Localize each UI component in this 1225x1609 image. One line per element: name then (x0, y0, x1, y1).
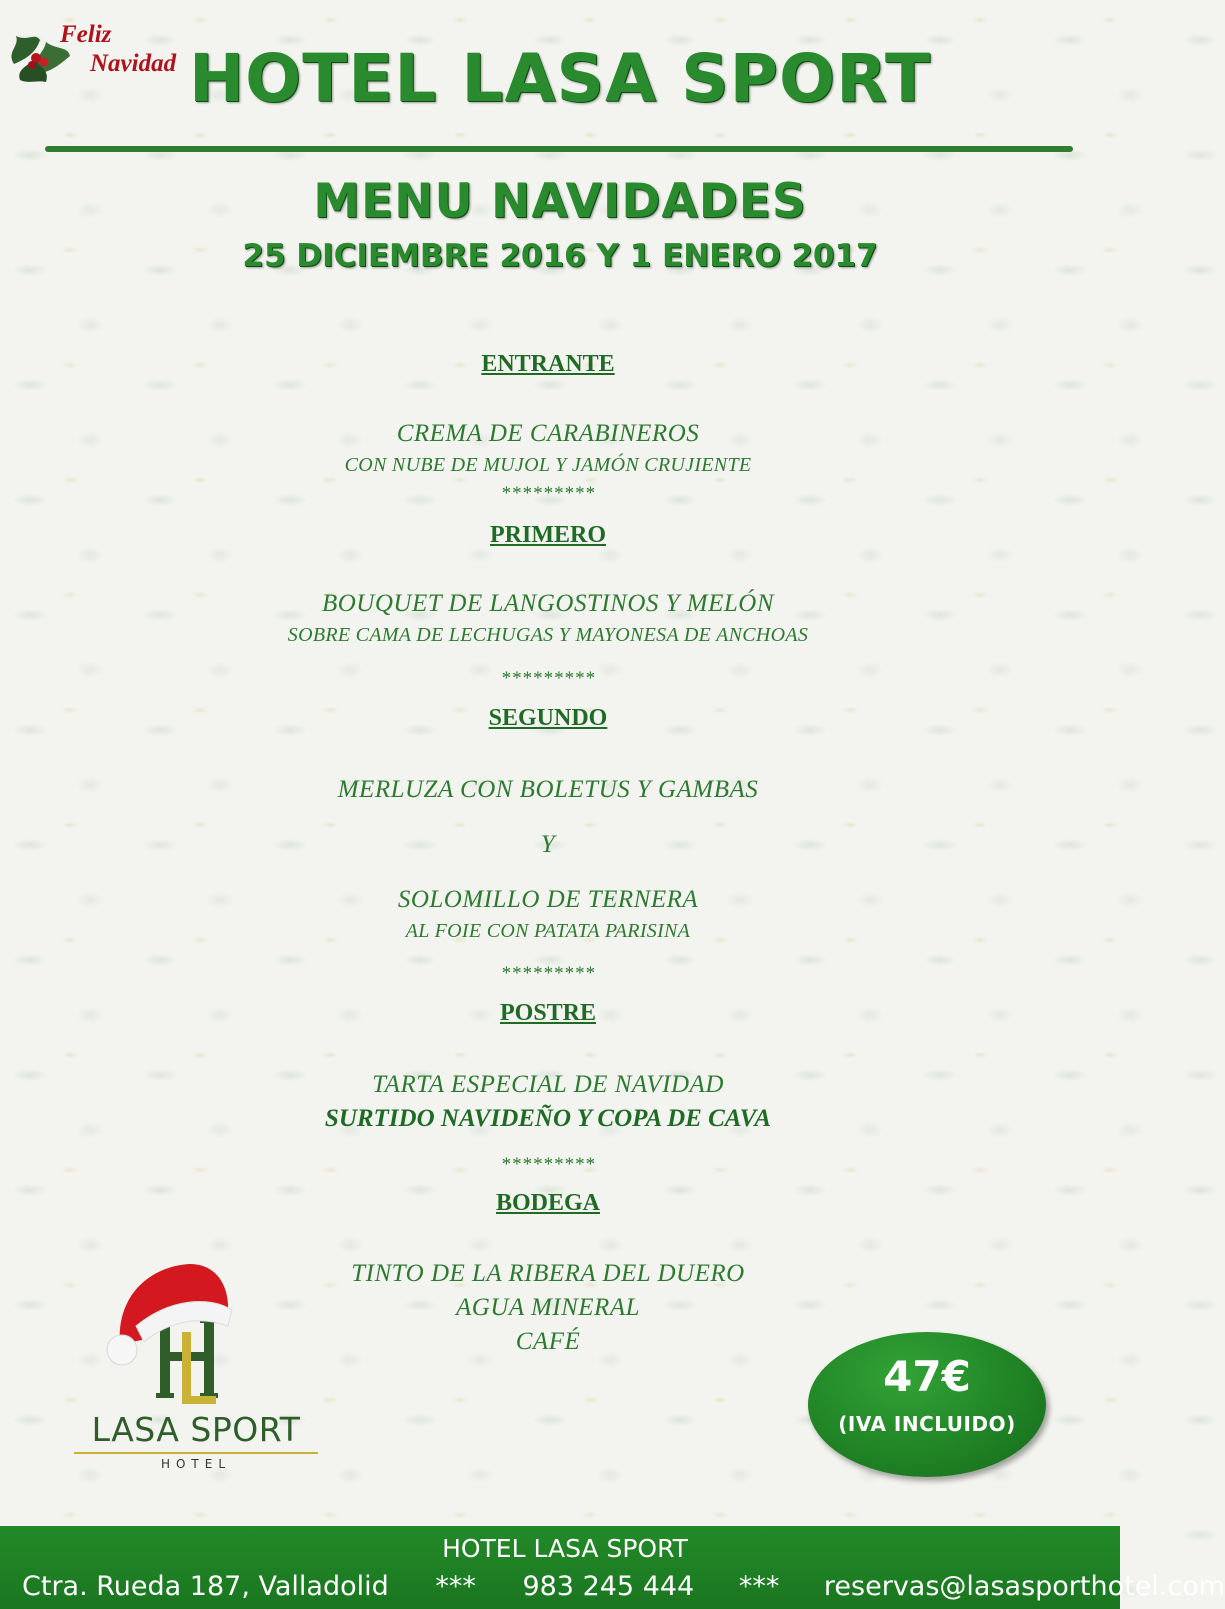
price-badge (808, 1332, 1046, 1477)
logo-subtitle: HOTEL (160, 1457, 232, 1471)
dish-postre-extra: SURTIDO NAVIDEÑO Y COPA DE CAVA (324, 1105, 772, 1132)
separator: ********* (500, 963, 596, 984)
heading-postre: POSTRE (499, 1000, 597, 1026)
separator: ********* (500, 668, 596, 689)
detail-segundo: AL FOIE CON PATATA PARISINA (405, 920, 691, 942)
feliz-line: Feliz (60, 21, 112, 48)
menu-title: MENU NAVIDADES (313, 174, 807, 229)
dish-segundo-2: SOLOMILLO DE TERNERA (397, 886, 699, 913)
dish-segundo-conj: Y (540, 831, 556, 858)
footer-phone[interactable]: 983 245 444 (522, 1571, 695, 1602)
dish-primero: BOUQUET DE LANGOSTINOS Y MELÓN (321, 590, 775, 617)
price-value: 47€ (883, 1352, 971, 1401)
footer-address: Ctra. Rueda 187, Valladolid (22, 1571, 389, 1602)
santa-hat-logo-icon (70, 1256, 330, 1406)
separator: ********* (500, 483, 596, 504)
detail-entrante: CON NUBE DE MUJOL Y JAMÓN CRUJIENTE (344, 454, 752, 476)
dish-entrante: CREMA DE CARABINEROS (396, 420, 700, 447)
dish-postre: TARTA ESPECIAL DE NAVIDAD (372, 1071, 724, 1098)
logo-name: LASA SPORT (91, 1410, 301, 1449)
heading-bodega: BODEGA (495, 1190, 600, 1216)
heading-segundo: SEGUNDO (488, 705, 608, 731)
header-divider (45, 146, 1073, 152)
separator: ********* (500, 1154, 596, 1175)
menu-dates: 25 DICIEMBRE 2016 Y 1 ENERO 2017 (242, 238, 878, 274)
hotel-logo (70, 1256, 330, 1486)
footer-email[interactable]: reservas@lasasporthotel.com (823, 1571, 1225, 1602)
detail-primero: SOBRE CAMA DE LECHUGAS Y MAYONESA DE ANCHOAS (287, 624, 809, 646)
footer-hotel-name: HOTEL LASA SPORT (442, 1534, 688, 1563)
footer-separator: *** (738, 1571, 780, 1602)
bodega-item: CAFÉ (515, 1328, 581, 1355)
price-note: (IVA INCLUIDO) (838, 1412, 1016, 1436)
heading-entrante: ENTRANTE (481, 351, 615, 377)
footer (0, 1526, 1225, 1609)
bodega-item: TINTO DE LA RIBERA DEL DUERO (351, 1260, 745, 1287)
footer-separator: *** (435, 1571, 476, 1602)
navidad-line: Navidad (90, 50, 177, 77)
footer-contact (22, 1571, 1225, 1602)
dish-segundo-1: MERLUZA CON BOLETUS Y GAMBAS (337, 776, 759, 803)
logo-underline (74, 1452, 318, 1454)
heading-primero: PRIMERO (490, 522, 606, 548)
bodega-item: AGUA MINERAL (456, 1294, 640, 1321)
hotel-title: HOTEL LASA SPORT (188, 40, 932, 117)
